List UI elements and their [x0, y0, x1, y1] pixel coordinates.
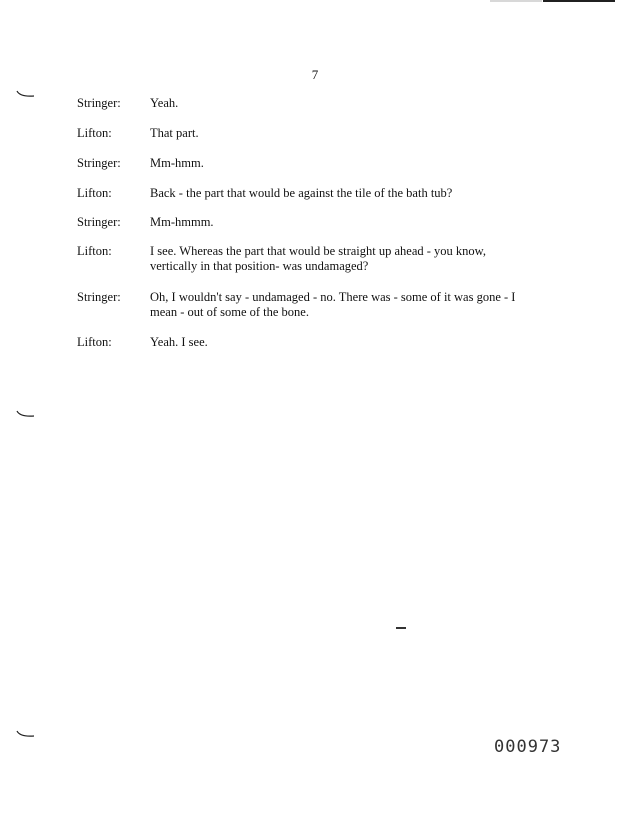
utterance-line: mean - out of some of the bone. [150, 305, 309, 319]
utterance-line: Back - the part that would be against the tile of the bath tub? [150, 186, 453, 200]
utterance-line: Mm-hmm. [150, 156, 204, 170]
speaker-name: Lifton: [77, 126, 112, 140]
speaker-name: Stringer: [77, 96, 121, 110]
utterance-text [150, 335, 530, 350]
page-number: 7 [311, 67, 319, 82]
utterance-text [150, 186, 530, 201]
utterance-text [150, 156, 530, 171]
utterance-line: Yeah. I see. [150, 335, 208, 349]
utterance-text [150, 244, 530, 274]
scan-edge-mark [490, 0, 542, 2]
speaker-name: Lifton: [77, 335, 112, 349]
utterance-text [150, 215, 530, 230]
bates-number: 000973 [494, 737, 562, 757]
utterance-line: That part. [150, 126, 199, 140]
scan-edge-mark [543, 0, 615, 2]
speaker-name: Stringer: [77, 215, 121, 229]
utterance-line: Oh, I wouldn't say - undamaged - no. There was - some of it was gone - I [150, 290, 516, 304]
binder-hole-mark [16, 410, 36, 418]
utterance-text [150, 96, 530, 111]
utterance-line: vertically in that position- was undamaged? [150, 259, 369, 273]
utterance-text [150, 290, 530, 320]
binder-hole-mark [16, 730, 36, 738]
scan-artifact [396, 627, 406, 629]
speaker-name: Lifton: [77, 186, 112, 200]
speaker-name: Lifton: [77, 244, 112, 258]
utterance-line: Mm-hmmm. [150, 215, 214, 229]
utterance-text [150, 126, 530, 141]
utterance-line: Yeah. [150, 96, 179, 110]
binder-hole-mark [16, 90, 36, 98]
speaker-name: Stringer: [77, 290, 121, 304]
utterance-line: I see. Whereas the part that would be straight up ahead - you know, [150, 244, 487, 258]
speaker-name: Stringer: [77, 156, 121, 170]
